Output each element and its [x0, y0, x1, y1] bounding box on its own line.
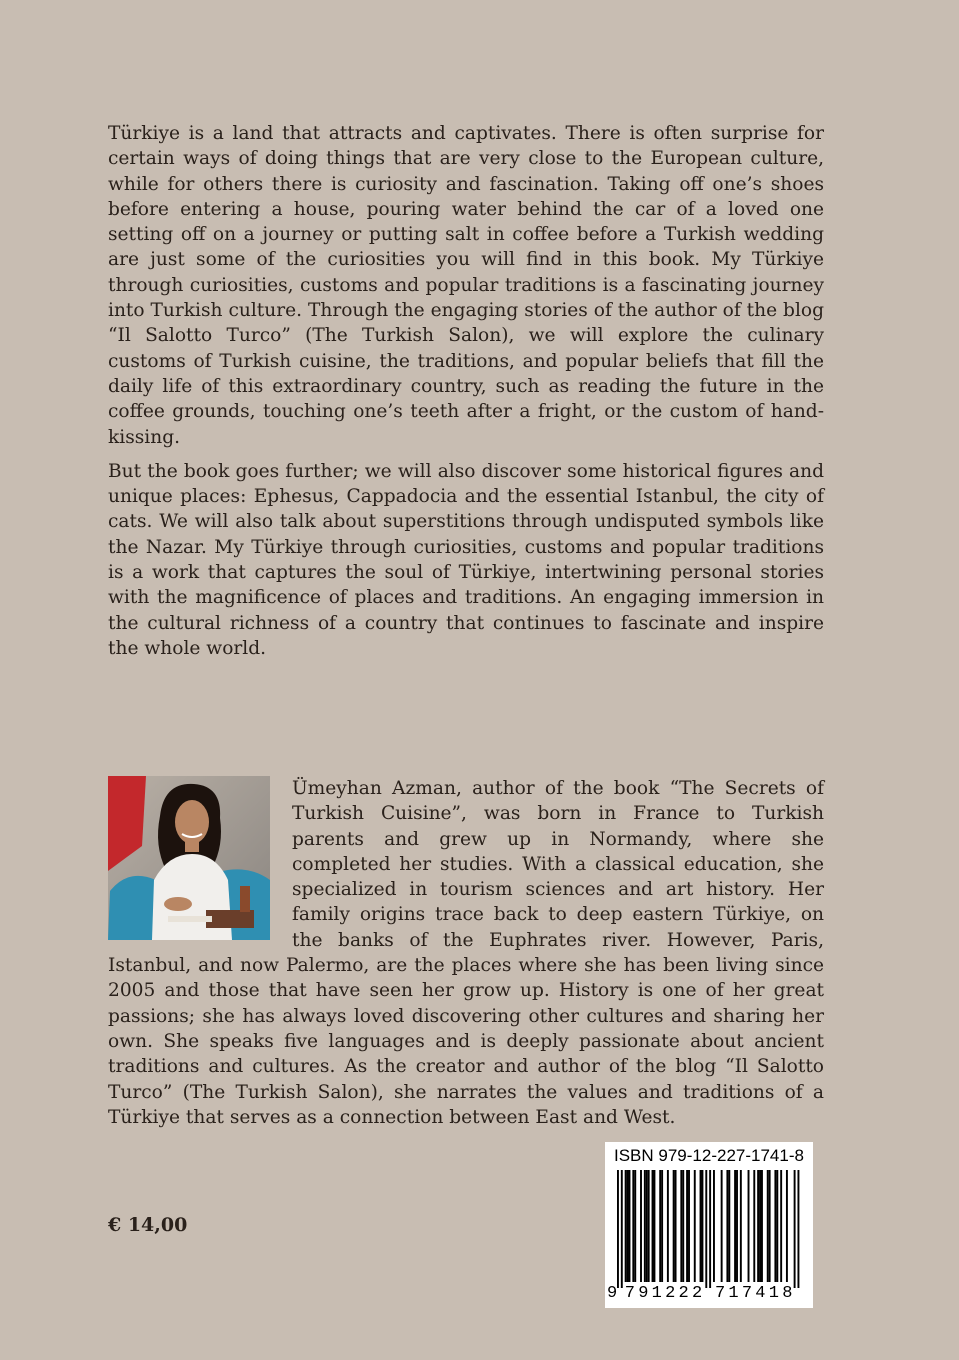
- barcode-bars: [605, 1168, 813, 1288]
- barcode-bar: [728, 1170, 730, 1282]
- isbn-label: ISBN 979-12-227-1741-8: [614, 1146, 804, 1165]
- barcode-digit: 2: [665, 1284, 676, 1303]
- barcode-digit: 1: [768, 1284, 779, 1303]
- barcode-bar: [736, 1170, 738, 1282]
- synopsis-paragraph-2: But the book goes further; we will also discover some historical figures and unique places: Ephesus, Cappadocia and the essential Istanbul, the city of cats. We will also talk about superstitions through undisputed symbols like the Nazar. My Türkiye through curiosities, customs and popular traditions is a work that captures the soul of Türkiye, intertwining personal stories with the magnificence of places and traditions. An engaging immersion in the cultural richness of a country that continues to fascinate and inspire the whole world.: [108, 460, 824, 659]
- barcode-bar: [709, 1170, 711, 1288]
- barcode-bar: [673, 1170, 675, 1282]
- author-portrait-image: [108, 776, 270, 940]
- price: € 14,00: [108, 1214, 188, 1236]
- barcode-digit: 2: [692, 1284, 703, 1303]
- barcode-bar: [776, 1170, 778, 1282]
- barcode-bar: [659, 1170, 661, 1282]
- barcode-bar: [646, 1170, 648, 1282]
- barcode-bar: [680, 1170, 682, 1282]
- barcode-bar: [625, 1170, 627, 1282]
- barcode-bar: [648, 1170, 650, 1282]
- barcode-bar: [675, 1170, 677, 1282]
- barcode-bar: [753, 1170, 755, 1282]
- barcode-bar: [700, 1170, 702, 1282]
- barcode-bar: [713, 1170, 715, 1282]
- isbn-barcode: [605, 1142, 813, 1308]
- barcode-bar: [640, 1170, 642, 1282]
- author-photo: [108, 776, 270, 940]
- author-bio: Ümeyhan Azman, author of the book “The Secrets of Turkish Cuisine”, was born in France to Turkish parents and grew up in Normandy, where she completed her studies. With a classical education, she specialized in tourism sciences and art history. Her family origins trace back to deep eastern Türkiye, on the banks of the Euphrates river. However, Paris, Istanbul, and now Palermo, are the places where she has been living since 2005 and those that have seen her grow up. History is one of her great passions; she has always loved discovering other cultures and sharing her own. She speaks five languages and is deeply passionate about ancient traditions and cultures. As the creator and author of the blog “Il Salotto Turco” (The Turkish Salon), she narrates the values and traditions of a Türkiye that serves as a connection between East and West.: [108, 778, 824, 1128]
- barcode-bar: [629, 1170, 631, 1282]
- barcode-bar: [621, 1170, 623, 1288]
- barcode-bar: [688, 1170, 690, 1282]
- barcode-bar: [701, 1170, 703, 1282]
- barcode-digit: 7: [715, 1284, 726, 1303]
- author-section: [108, 776, 824, 1130]
- barcode-bar: [774, 1170, 776, 1282]
- barcode-bar: [634, 1170, 636, 1282]
- barcode-bar: [794, 1170, 796, 1288]
- barcode-bar: [644, 1170, 646, 1282]
- barcode-digit: 2: [678, 1284, 689, 1303]
- barcode-bar: [761, 1170, 763, 1282]
- barcode-digit: 1: [728, 1284, 739, 1303]
- barcode-digit: 1: [651, 1284, 662, 1303]
- barcode-bar: [748, 1170, 750, 1282]
- barcode-bar: [694, 1170, 696, 1282]
- barcode-bar: [653, 1170, 655, 1282]
- synopsis-paragraph-1: Türkiye is a land that attracts and captivates. There is often surprise for certain ways of doing things that are very close to the European culture, while for others there is curiosity and fascination. Taking off one’s shoes before entering a house, pouring water behind the car of a loved one setting off on a journey or putting salt in coffee before a Turkish wedding are just some of the curiosities you will find in this book. My Türkiye through curiosities, customs and popular traditions is a fascinating journey into Turkish culture. Through the engaging stories of the author of the blog “Il Salotto Turco” (The Turkish Salon), we will explore the culinary customs of Turkish cuisine, the traditions, and popular beliefs that fill the daily life of this extraordinary country, such as reading the future in the coffee grounds, touching one’s teeth after a fright, or the custom of hand-kissing.: [108, 123, 824, 448]
- barcode-bar: [667, 1170, 669, 1282]
- barcode-digit: 4: [755, 1284, 766, 1303]
- barcode-bar: [769, 1170, 771, 1282]
- barcode-bar: [780, 1170, 782, 1282]
- barcode-bar: [797, 1170, 799, 1288]
- barcode-bar: [740, 1170, 742, 1282]
- barcode-digit: 7: [624, 1284, 635, 1303]
- synopsis: [108, 121, 824, 670]
- barcode-bar: [767, 1170, 769, 1282]
- barcode-bar: [661, 1170, 663, 1282]
- barcode-bar: [759, 1170, 761, 1282]
- barcode-bar: [757, 1170, 759, 1282]
- barcode-bar: [627, 1170, 629, 1282]
- barcode-bar: [617, 1170, 619, 1288]
- barcode-bar: [734, 1170, 736, 1282]
- barcode-bar: [632, 1170, 634, 1282]
- barcode-bar: [682, 1170, 684, 1282]
- barcode-bar: [726, 1170, 728, 1282]
- barcode-bar: [686, 1170, 688, 1282]
- barcode-digit: 7: [741, 1284, 753, 1303]
- barcode-bar: [652, 1170, 654, 1282]
- barcode-bar: [786, 1170, 788, 1282]
- barcode-digit: 9: [638, 1284, 649, 1303]
- barcode-bar: [705, 1170, 707, 1288]
- barcode-digit: 8: [782, 1284, 793, 1303]
- barcode-digit: 9: [607, 1284, 618, 1303]
- barcode-bar: [721, 1170, 723, 1282]
- barcode-digits: [605, 1284, 813, 1306]
